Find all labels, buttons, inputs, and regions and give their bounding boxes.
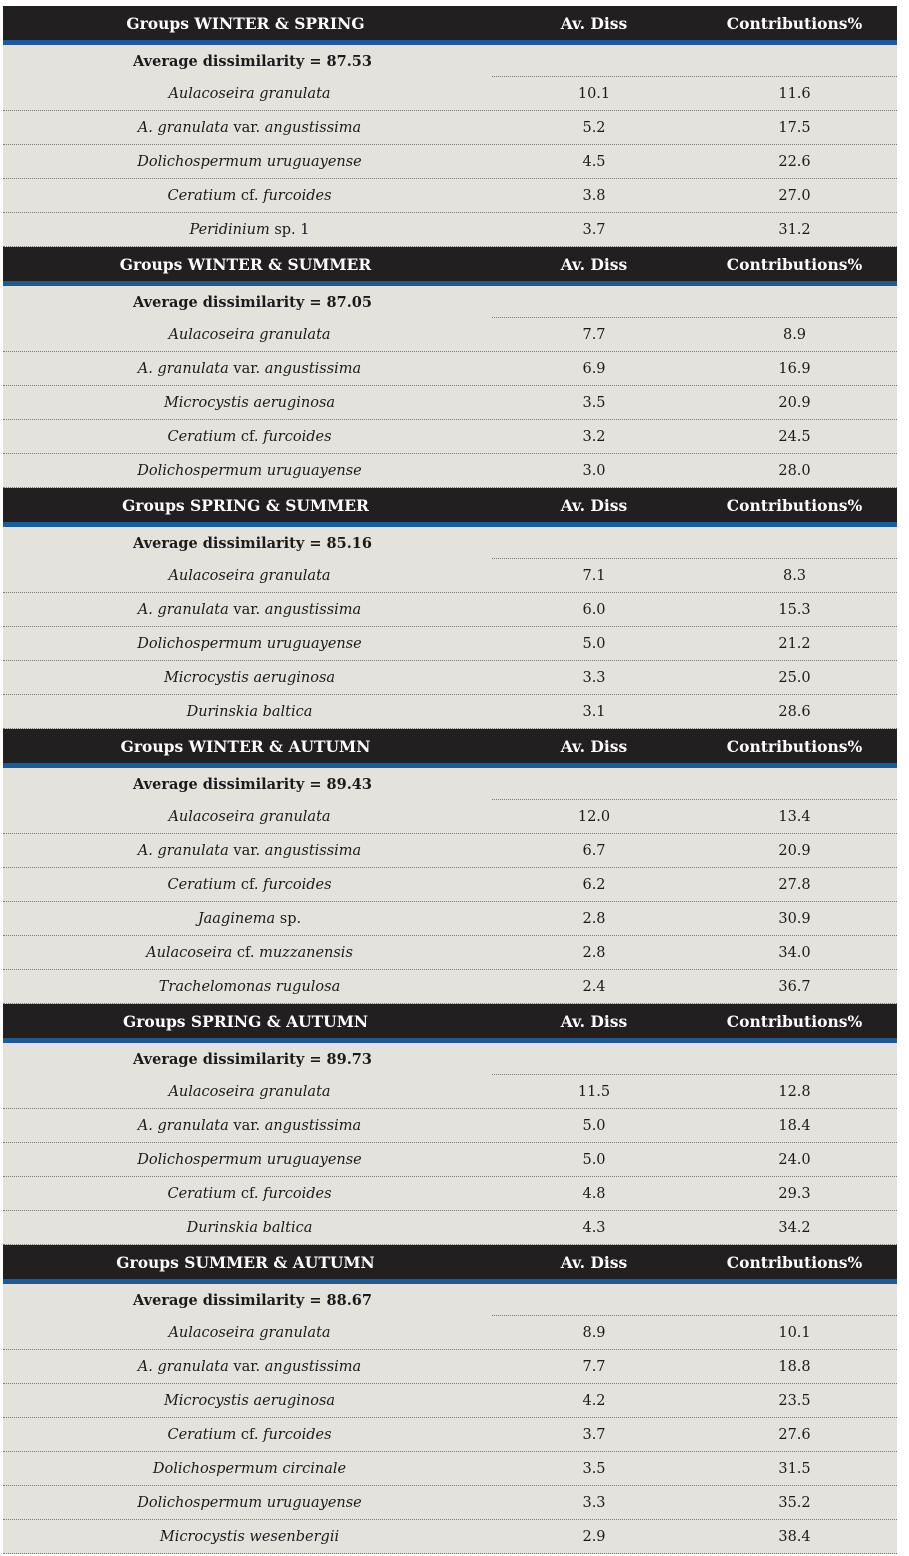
contribution-value: 16.9 [778, 361, 811, 377]
comparison-group [3, 729, 897, 1004]
table-row [3, 1418, 897, 1452]
av-diss-header: Av. Diss [560, 1252, 628, 1272]
table-row [3, 800, 897, 834]
contribution-value: 17.5 [778, 120, 811, 136]
table-row [3, 1350, 897, 1384]
group-header [3, 1004, 897, 1043]
contribution-value: 34.2 [778, 1220, 811, 1236]
contribution-value: 8.3 [782, 568, 807, 584]
av-diss-value: 3.7 [582, 222, 606, 238]
species-name: Ceratium cf. furcoides [167, 188, 332, 204]
species-name: Dolichospermum uruguayense [137, 636, 362, 652]
contributions-header: Contributions% [726, 13, 863, 33]
average-dissimilarity-row [3, 768, 897, 800]
av-diss-value: 3.2 [582, 429, 606, 445]
average-dissimilarity-row [3, 286, 897, 318]
av-diss-value: 3.3 [582, 670, 606, 686]
av-diss-value: 2.8 [582, 945, 606, 961]
table-row [3, 1143, 897, 1177]
species-name: Aulacoseira granulata [168, 568, 331, 584]
average-dissimilarity: Average dissimilarity = 89.43 [133, 775, 372, 793]
contribution-value: 31.2 [778, 222, 811, 238]
contributions-header: Contributions% [726, 495, 863, 515]
comparison-group [3, 488, 897, 729]
contribution-value: 35.2 [778, 1495, 811, 1511]
contribution-value: 34.0 [778, 945, 811, 961]
average-dissimilarity: Average dissimilarity = 85.16 [133, 534, 372, 552]
group-title: Groups SPRING & AUTUMN [122, 1011, 369, 1031]
species-name: Durinskia baltica [186, 1220, 313, 1236]
species-name: A. granulata var. angustissima [137, 120, 362, 136]
av-diss-value: 4.8 [582, 1186, 606, 1202]
species-name: A. granulata var. angustissima [137, 1359, 362, 1375]
table-row [3, 352, 897, 386]
av-diss-value: 5.0 [582, 1118, 606, 1134]
av-diss-header: Av. Diss [560, 495, 628, 515]
species-name: Microcystis aeruginosa [163, 395, 336, 411]
av-diss-header: Av. Diss [560, 13, 628, 33]
table-row [3, 559, 897, 593]
table-row [3, 213, 897, 247]
species-name: Dolichospermum uruguayense [137, 463, 362, 479]
contribution-value: 28.0 [778, 463, 811, 479]
av-diss-value: 5.0 [582, 1152, 606, 1168]
table-row [3, 695, 897, 729]
species-name: Durinskia baltica [186, 704, 313, 720]
group-header [3, 247, 897, 286]
contribution-value: 10.1 [778, 1325, 811, 1341]
species-name: Ceratium cf. furcoides [167, 1186, 332, 1202]
av-diss-value: 3.1 [582, 704, 606, 720]
av-diss-value: 3.5 [582, 395, 606, 411]
average-dissimilarity: Average dissimilarity = 89.73 [133, 1050, 372, 1068]
species-name: Microcystis aeruginosa [163, 670, 336, 686]
contribution-value: 18.8 [778, 1359, 811, 1375]
species-name: Aulacoseira granulata [168, 86, 331, 102]
group-title: Groups SPRING & SUMMER [122, 495, 369, 515]
av-diss-header: Av. Diss [560, 1011, 628, 1031]
table-row [3, 902, 897, 936]
contribution-value: 28.6 [778, 704, 811, 720]
contribution-value: 12.8 [778, 1084, 811, 1100]
table-row [3, 1211, 897, 1245]
species-name: Dolichospermum uruguayense [137, 1152, 362, 1168]
group-header [3, 6, 897, 45]
table-row [3, 145, 897, 179]
av-diss-value: 7.7 [582, 327, 606, 343]
table-row [3, 936, 897, 970]
contribution-value: 27.8 [778, 877, 811, 893]
table-row [3, 868, 897, 902]
table-row [3, 420, 897, 454]
av-diss-value: 3.3 [582, 1495, 606, 1511]
table-row [3, 1177, 897, 1211]
species-name: Microcystis wesenbergii [159, 1529, 340, 1545]
contributions-header: Contributions% [726, 254, 863, 274]
av-diss-value: 8.9 [582, 1325, 606, 1341]
group-title: Groups WINTER & AUTUMN [120, 736, 371, 756]
species-name: A. granulata var. angustissima [137, 361, 362, 377]
average-dissimilarity: Average dissimilarity = 87.53 [133, 52, 372, 70]
contributions-header: Contributions% [726, 1252, 863, 1272]
species-name: Trachelomonas rugulosa [158, 979, 341, 995]
av-diss-value: 11.5 [577, 1084, 611, 1100]
table-row [3, 970, 897, 1004]
comparison-group [3, 1004, 897, 1245]
contribution-value: 30.9 [778, 911, 811, 927]
contribution-value: 38.4 [778, 1529, 811, 1545]
contribution-value: 23.5 [778, 1393, 811, 1409]
table-row [3, 1384, 897, 1418]
contribution-value: 36.7 [778, 979, 811, 995]
species-name: Ceratium cf. furcoides [167, 877, 332, 893]
table-row [3, 1452, 897, 1486]
av-diss-value: 6.9 [582, 361, 606, 377]
group-header [3, 1245, 897, 1284]
contribution-value: 22.6 [778, 154, 811, 170]
group-title: Groups SUMMER & AUTUMN [116, 1252, 375, 1272]
species-name: Aulacoseira granulata [168, 809, 331, 825]
av-diss-value: 3.7 [582, 1427, 606, 1443]
contribution-value: 21.2 [778, 636, 811, 652]
av-diss-value: 6.7 [582, 843, 606, 859]
av-diss-value: 3.0 [582, 463, 606, 479]
av-diss-value: 3.5 [582, 1461, 606, 1477]
table-row [3, 593, 897, 627]
table-row [3, 1109, 897, 1143]
av-diss-value: 3.8 [582, 188, 606, 204]
group-header [3, 729, 897, 768]
contribution-value: 24.5 [778, 429, 811, 445]
comparison-group [3, 1245, 897, 1554]
species-name: Aulacoseira granulata [168, 1325, 331, 1341]
av-diss-value: 5.2 [582, 120, 606, 136]
contributions-header: Contributions% [726, 736, 863, 756]
species-name: Aulacoseira granulata [168, 1084, 331, 1100]
species-name: A. granulata var. angustissima [137, 843, 362, 859]
contribution-value: 20.9 [778, 395, 811, 411]
table-row [3, 1075, 897, 1109]
average-dissimilarity: Average dissimilarity = 87.05 [133, 293, 372, 311]
table-row [3, 454, 897, 488]
av-diss-value: 4.2 [582, 1393, 606, 1409]
table-row [3, 1520, 897, 1554]
species-name: Dolichospermum uruguayense [137, 154, 362, 170]
species-name: A. granulata var. angustissima [137, 1118, 362, 1134]
contribution-value: 24.0 [778, 1152, 811, 1168]
contribution-value: 15.3 [778, 602, 811, 618]
average-dissimilarity-row [3, 1284, 897, 1316]
comparison-group [3, 6, 897, 247]
table-row [3, 386, 897, 420]
table-row [3, 1486, 897, 1520]
average-dissimilarity-row [3, 1043, 897, 1075]
average-dissimilarity-row [3, 45, 897, 77]
group-title: Groups WINTER & SPRING [126, 13, 365, 33]
av-diss-value: 2.4 [582, 979, 606, 995]
comparison-group [3, 247, 897, 488]
simper-table [3, 6, 897, 1554]
av-diss-value: 4.3 [582, 1220, 606, 1236]
av-diss-value: 10.1 [577, 86, 611, 102]
species-name: Ceratium cf. furcoides [167, 429, 332, 445]
group-title: Groups WINTER & SUMMER [119, 254, 372, 274]
species-name: Dolichospermum circinale [152, 1461, 347, 1477]
table-row [3, 318, 897, 352]
av-diss-value: 5.0 [582, 636, 606, 652]
av-diss-value: 7.7 [582, 1359, 606, 1375]
contribution-value: 27.6 [778, 1427, 811, 1443]
av-diss-header: Av. Diss [560, 736, 628, 756]
species-name: Dolichospermum uruguayense [137, 1495, 362, 1511]
av-diss-value: 2.8 [582, 911, 606, 927]
species-name: Jaaginema sp. [197, 911, 302, 927]
av-diss-value: 6.2 [582, 877, 606, 893]
av-diss-value: 4.5 [582, 154, 606, 170]
table-row [3, 661, 897, 695]
contribution-value: 27.0 [778, 188, 811, 204]
table-row [3, 77, 897, 111]
species-name: A. granulata var. angustissima [137, 602, 362, 618]
species-name: Microcystis aeruginosa [163, 1393, 336, 1409]
contribution-value: 29.3 [778, 1186, 811, 1202]
species-name: Ceratium cf. furcoides [167, 1427, 332, 1443]
group-header [3, 488, 897, 527]
table-row [3, 111, 897, 145]
contribution-value: 13.4 [778, 809, 811, 825]
contributions-header: Contributions% [726, 1011, 863, 1031]
contribution-value: 20.9 [778, 843, 811, 859]
av-diss-header: Av. Diss [560, 254, 628, 274]
average-dissimilarity: Average dissimilarity = 88.67 [133, 1291, 372, 1309]
average-dissimilarity-row [3, 527, 897, 559]
contribution-value: 8.9 [782, 327, 807, 343]
av-diss-value: 12.0 [577, 809, 611, 825]
table-row [3, 179, 897, 213]
av-diss-value: 6.0 [582, 602, 606, 618]
av-diss-value: 2.9 [582, 1529, 606, 1545]
table-row [3, 1316, 897, 1350]
contribution-value: 11.6 [778, 86, 811, 102]
species-name: Aulacoseira granulata [168, 327, 331, 343]
contribution-value: 18.4 [778, 1118, 811, 1134]
species-name: Peridinium sp. 1 [189, 222, 310, 238]
contribution-value: 31.5 [778, 1461, 811, 1477]
species-name: Aulacoseira cf. muzzanensis [146, 945, 353, 961]
av-diss-value: 7.1 [582, 568, 606, 584]
table-row [3, 627, 897, 661]
table-row [3, 834, 897, 868]
contribution-value: 25.0 [778, 670, 811, 686]
